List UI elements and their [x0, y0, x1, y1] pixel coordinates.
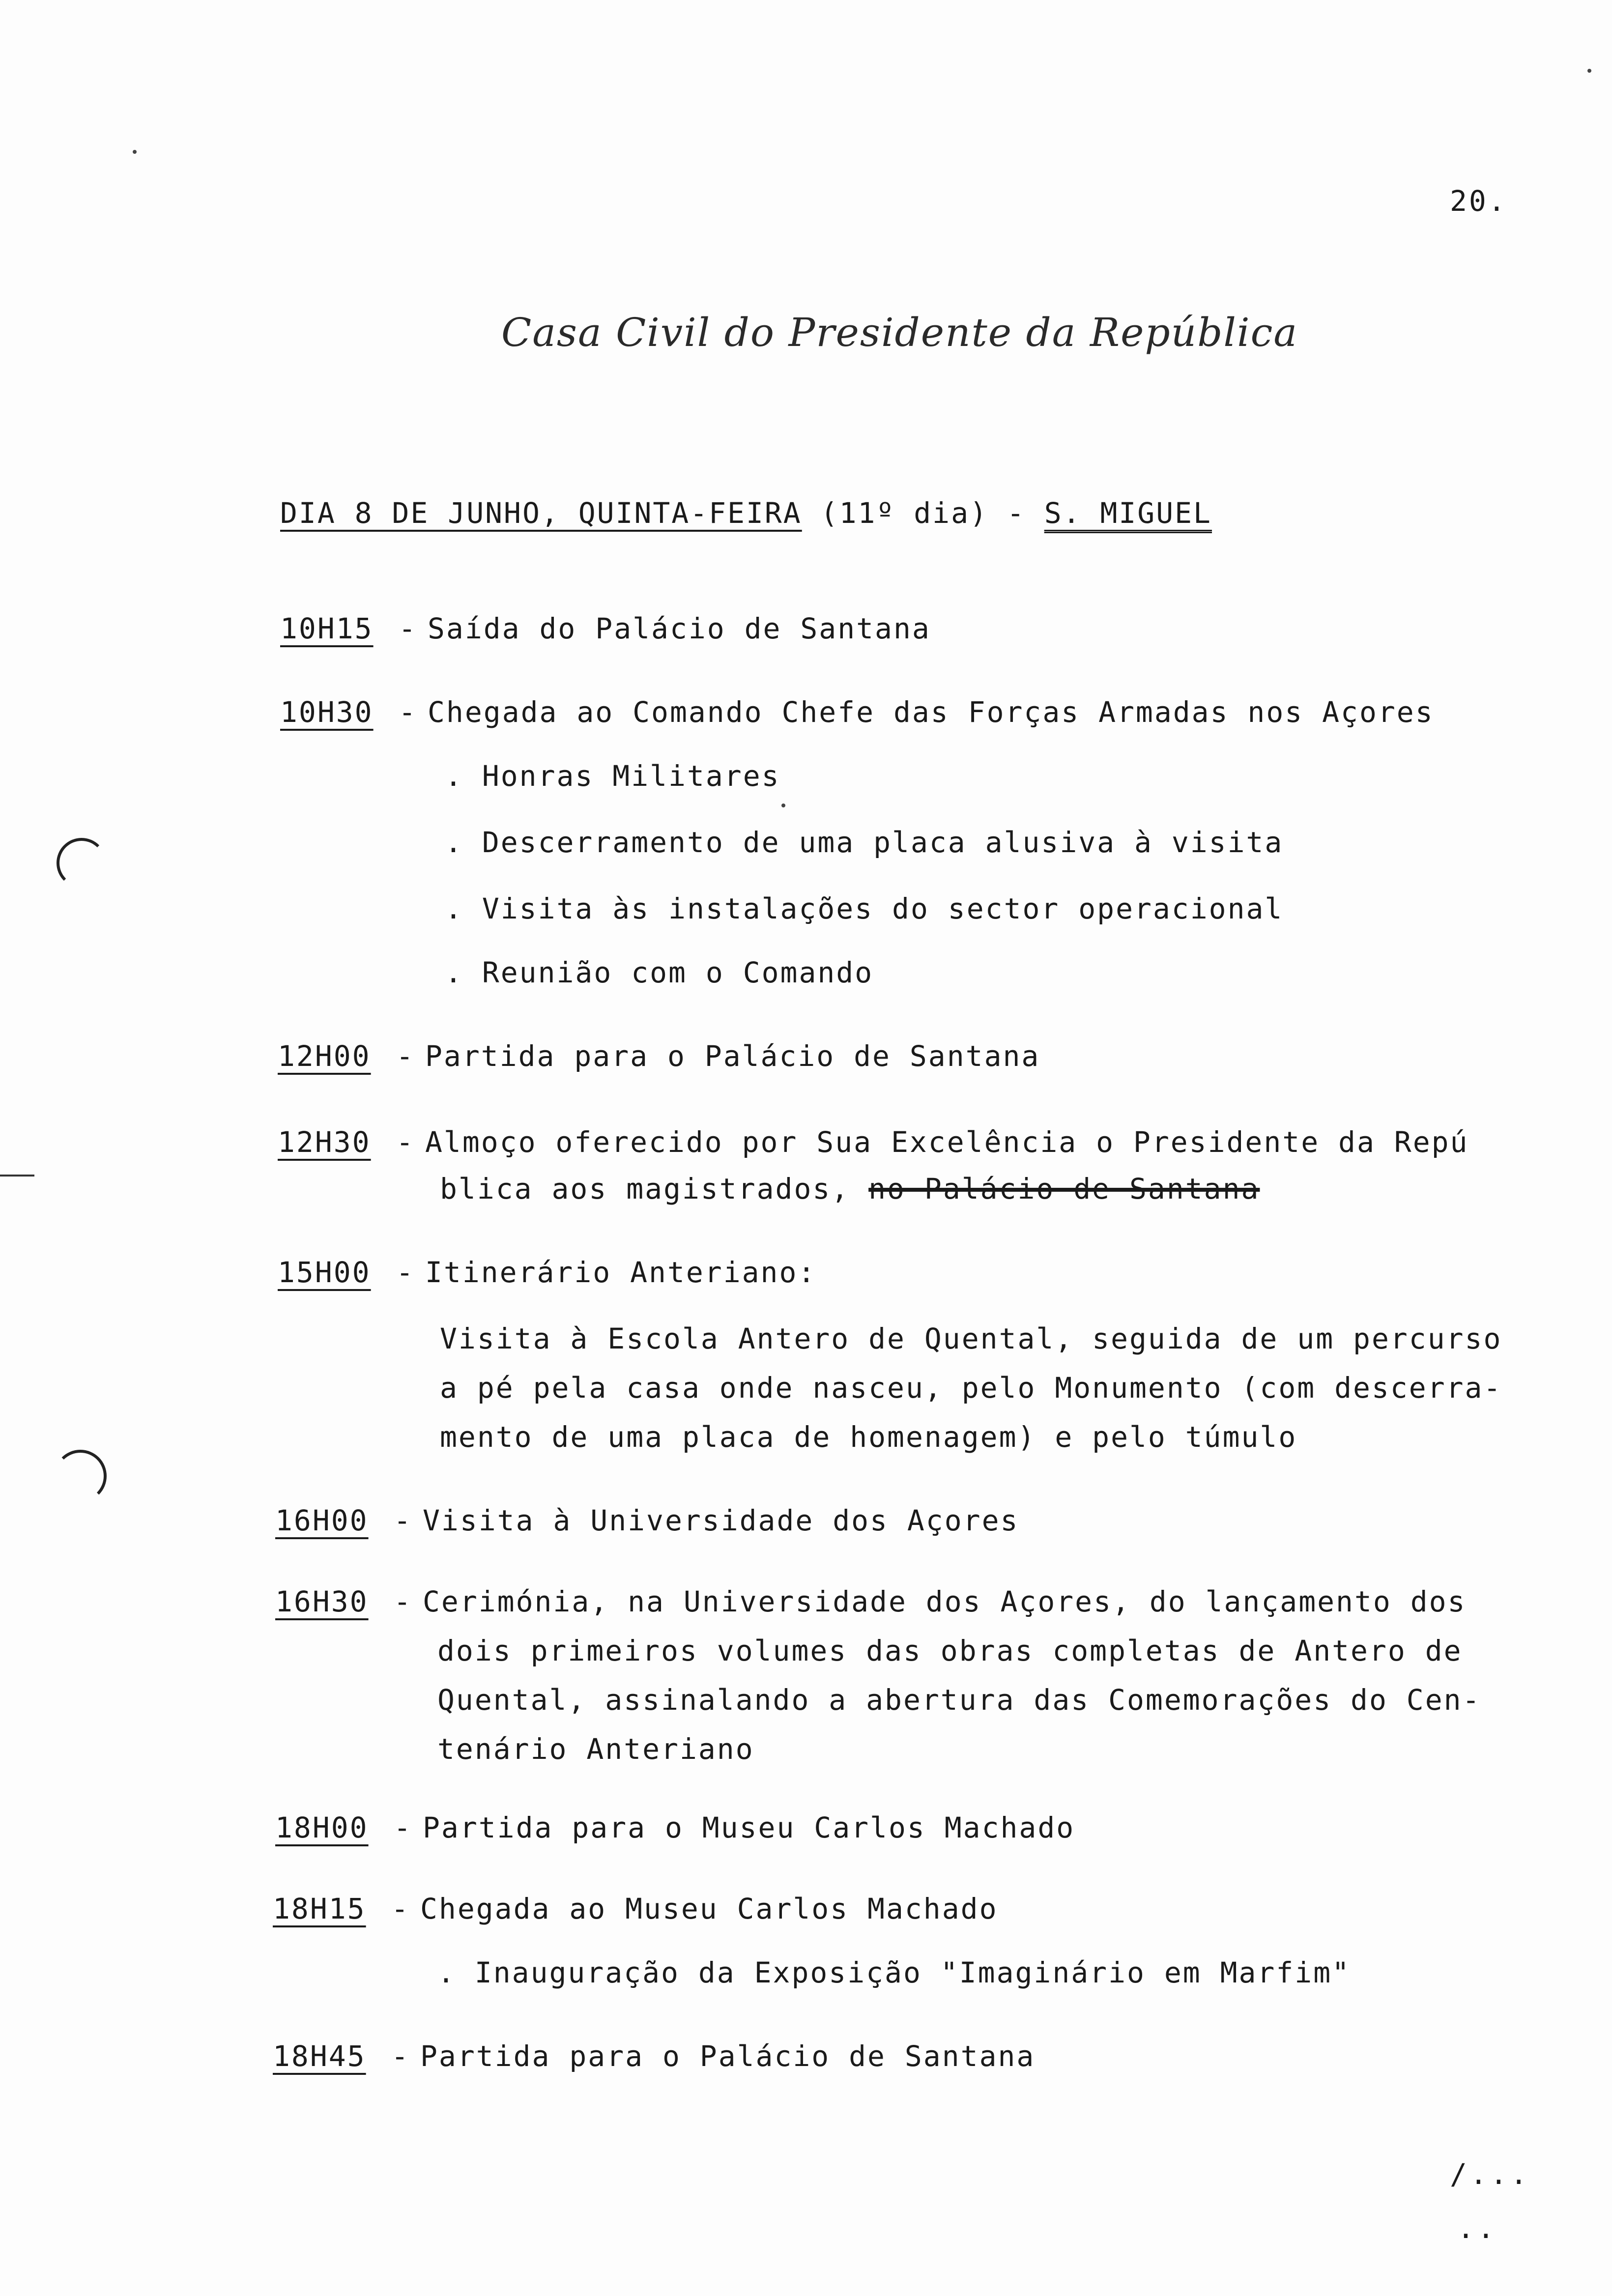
- continuation-text: blica aos magistrados,: [440, 1172, 869, 1205]
- entry-continuation: a pé pela casa onde nasceu, pelo Monumento (com descerra-: [440, 1371, 1502, 1405]
- entry-dash: -: [396, 1125, 415, 1159]
- entry-dash: -: [391, 1892, 410, 1925]
- entry-time: 18H00: [275, 1811, 369, 1844]
- entry-text: Almoço oferecido por Sua Excelência o Presidente da Repú: [425, 1125, 1469, 1159]
- entry-continuation: dois primeiros volumes das obras completas de Antero de: [437, 1634, 1463, 1667]
- entry-time: 10H30: [280, 695, 374, 729]
- schedule-entry: [278, 1125, 1468, 1159]
- entry-dash: -: [391, 2039, 410, 2073]
- entry-time: 12H30: [278, 1125, 371, 1159]
- footer-dots: ..: [1457, 2211, 1497, 2245]
- punch-hole-mark: [57, 838, 107, 888]
- sub-item: . Inauguração da Exposição "Imaginário em Marfim": [437, 1956, 1351, 1989]
- entry-text: Cerimónia, na Universidade dos Açores, do lançamento dos: [423, 1585, 1467, 1618]
- scan-speck: [781, 804, 785, 807]
- schedule-entry: [278, 1256, 816, 1289]
- day-header: [280, 496, 1212, 530]
- entry-continuation: tenário Anteriano: [437, 1732, 754, 1766]
- schedule-entry: [275, 1585, 1466, 1618]
- entry-text: Visita à Universidade dos Açores: [423, 1504, 1019, 1537]
- day-date: DIA 8 DE JUNHO, QUINTA-FEIRA: [280, 496, 802, 530]
- continuation-mark: /...: [1450, 2157, 1530, 2191]
- entry-text: Saída do Palácio de Santana: [428, 612, 931, 645]
- entry-time: 12H00: [278, 1039, 371, 1073]
- day-location: S. MIGUEL: [1044, 496, 1212, 530]
- entry-time: 18H45: [273, 2039, 366, 2073]
- entry-dash: -: [396, 1256, 415, 1289]
- schedule-entry: [273, 2039, 1035, 2073]
- schedule-entry: [275, 1504, 1019, 1537]
- entry-time: 18H15: [273, 1892, 366, 1925]
- schedule-entry: [278, 1039, 1040, 1073]
- entry-text: Partida para o Museu Carlos Machado: [423, 1811, 1075, 1844]
- struck-text: no Palácio de Santana: [868, 1172, 1260, 1205]
- page-number: 20.: [1450, 184, 1507, 218]
- sub-item: . Honras Militares: [445, 759, 780, 793]
- entry-text: Chegada ao Comando Chefe das Forças Armadas nos Açores: [428, 695, 1434, 729]
- entry-text: Itinerário Anteriano:: [425, 1256, 817, 1289]
- entry-continuation: Visita à Escola Antero de Quental, seguida de um percurso: [440, 1322, 1502, 1355]
- entry-dash: -: [394, 1585, 412, 1618]
- entry-text: Partida para o Palácio de Santana: [420, 2039, 1036, 2073]
- schedule-entry: [273, 1892, 998, 1925]
- schedule-entry: [280, 612, 931, 645]
- day-separator: -: [1007, 496, 1026, 530]
- entry-dash: -: [396, 1039, 415, 1073]
- entry-text: Chegada ao Museu Carlos Machado: [420, 1892, 998, 1925]
- entry-dash: -: [399, 612, 417, 645]
- entry-time: 15H00: [278, 1256, 371, 1289]
- day-count: (11º dia): [820, 496, 988, 530]
- entry-continuation: [440, 1172, 1260, 1205]
- entry-dash: -: [394, 1811, 412, 1844]
- sub-item: . Reunião com o Comando: [445, 956, 874, 989]
- scan-speck: [133, 150, 137, 154]
- schedule-entry: [275, 1811, 1075, 1844]
- entry-dash: -: [399, 695, 417, 729]
- scan-speck: [1587, 69, 1591, 73]
- schedule-entry: [280, 695, 1434, 729]
- sub-item: . Visita às instalações do sector operacional: [445, 892, 1284, 925]
- entry-time: 16H00: [275, 1504, 369, 1537]
- entry-time: 16H30: [275, 1585, 369, 1618]
- entry-text: Partida para o Palácio de Santana: [425, 1039, 1040, 1073]
- entry-time: 10H15: [280, 612, 374, 645]
- letterhead: Casa Civil do Presidente da República: [501, 310, 1298, 355]
- sub-item: . Descerramento de uma placa alusiva à visita: [445, 826, 1284, 859]
- entry-dash: -: [394, 1504, 412, 1537]
- punch-hole-mark: [54, 1450, 107, 1502]
- entry-continuation: mento de uma placa de homenagem) e pelo túmulo: [440, 1420, 1297, 1454]
- margin-line: [0, 1175, 34, 1177]
- entry-continuation: Quental, assinalando a abertura das Comemorações do Cen-: [437, 1683, 1481, 1717]
